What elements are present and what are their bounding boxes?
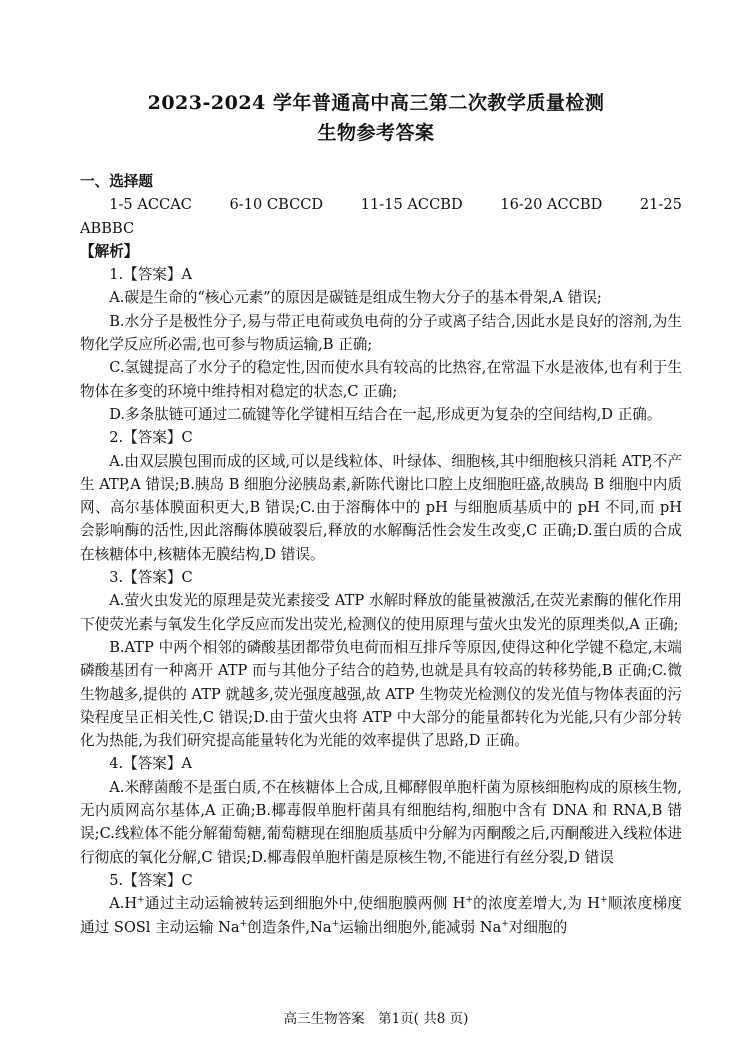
q1-answer: 1.【答案】A xyxy=(109,266,193,284)
q3-option-bcd: B.ATP 中两个相邻的磷酸基团都带负电荷而相互排斥等原因,使得这种化学键不稳定,末端磷酸基团有一种离开 ATP 而与其他分子结合的趋势,也就是具有较高的转移势能,B 正确;C.微生物越多,提供的 ATP 就越多,荧光强度越强,故 ATP 生物荧光检测仪的发光值与物体表面的污染程度呈正相关性,C 错误;D.由于萤火虫将 ATP 中大部分的能量都转化为光能,只有少部分转化为热能,为我们研究提高能量转化为光能的效率提供了思路,D 正确。 xyxy=(80,638,682,750)
answer-key-group: 21-25 xyxy=(639,196,682,214)
section-heading-choice: 一、选择题 xyxy=(80,173,153,190)
answer-key-group: 16-20 ACCBD xyxy=(500,196,603,214)
q1-option-b: B.水分子是极性分子,易与带正电荷或负电荷的分子或离子结合,因此水是良好的溶剂,为生物化学反应所必需,也可参与物质运输,B 正确; xyxy=(80,312,682,354)
analysis-label: 【解析】 xyxy=(80,242,139,260)
page-footer: 高三生物答案 第1页( 共8 页) xyxy=(283,1011,469,1027)
q4-answer: 4.【答案】A xyxy=(109,755,193,773)
q2-explanation: A.由双层膜包围而成的区域,可以是线粒体、叶绿体、细胞核,其中细胞核只消耗 ATP,不产生 ATP,A 错误;B.胰岛 B 细胞分泌胰岛素,新陈代谢比口腔上皮细胞旺盛,故胰岛 B 细胞中内质网、高尔基体膜面积更大,B 错误;C.由于溶酶体中的 pH 与细胞质基质中的 pH 不同,而 pH 会影响酶的活性,因此溶酶体膜破裂后,释放的水解酶活性会发生改变,C 正确;D.蛋白质的合成在核糖体中,核糖体无膜结构,D 错误。 xyxy=(80,452,682,563)
answer-key-group: 1-5 ACCAC xyxy=(109,196,192,214)
q1-option-a: A.碳是生命的“核心元素”的原因是碳链是组成生物大分子的基本骨架,A 错误; xyxy=(109,289,602,307)
q5-answer: 5.【答案】C xyxy=(109,871,193,889)
q4-explanation: A.米酵菌酸不是蛋白质,不在核糖体上合成,且椰酵假单胞杆菌为原核细胞构成的原核生物,无内质网高尔基体,A 正确;B.椰毒假单胞杆菌具有细胞结构,细胞中含有 DNA 和 RNA,B 错误;C.线粒体不能分解葡萄糖,葡萄糖现在细胞质基质中分解为丙酮酸之后,丙酮酸进入线粒体进行彻底的氧化分解,C 错误;D.椰毒假单胞杆菌是原核生物,不能进行有丝分裂,D 错误 xyxy=(80,778,682,866)
document-subtitle: 生物参考答案 xyxy=(317,122,435,144)
answer-key-group: 6-10 CBCCD xyxy=(229,196,324,214)
answer-body xyxy=(80,170,682,939)
answer-key-group: 11-15 ACCBD xyxy=(360,196,463,214)
q3-answer: 3.【答案】C xyxy=(109,569,193,587)
q3-option-a: A.萤火虫发光的原理是荧光素接受 ATP 水解时释放的能量被激活,在荧光素酶的催化作用下使荧光素与氧发生化学反应而发出荧光,检测仪的使用原理与萤火虫发光的原理类似,A 正确; xyxy=(80,592,682,633)
q1-option-d: D.多条肽链可通过二硫键等化学键相互结合在一起,形成更为复杂的空间结构,D 正确。 xyxy=(109,405,662,423)
q5-explanation: A.H+通过主动运输被转运到细胞外中,使细胞膜两侧 H+的浓度差增大,为 H+顺浓度梯度通过 SOSl 主动运输 Na+创造条件,Na+运输出细胞外,能减弱 Na+对细胞的 xyxy=(80,895,682,936)
answer-key-row xyxy=(80,193,682,216)
document-title: 2023-2024 学年普通高中高三第二次教学质量检测 xyxy=(147,92,605,114)
answer-key-continuation: ABBBC xyxy=(80,219,135,237)
q1-option-c: C.氢键提高了水分子的稳定性,因而使水具有较高的比热容,在常温下水是液体,也有利于生物体在多变的环境中维持相对稳定的状态,C 正确; xyxy=(80,359,682,400)
q2-answer: 2.【答案】C xyxy=(109,429,193,447)
